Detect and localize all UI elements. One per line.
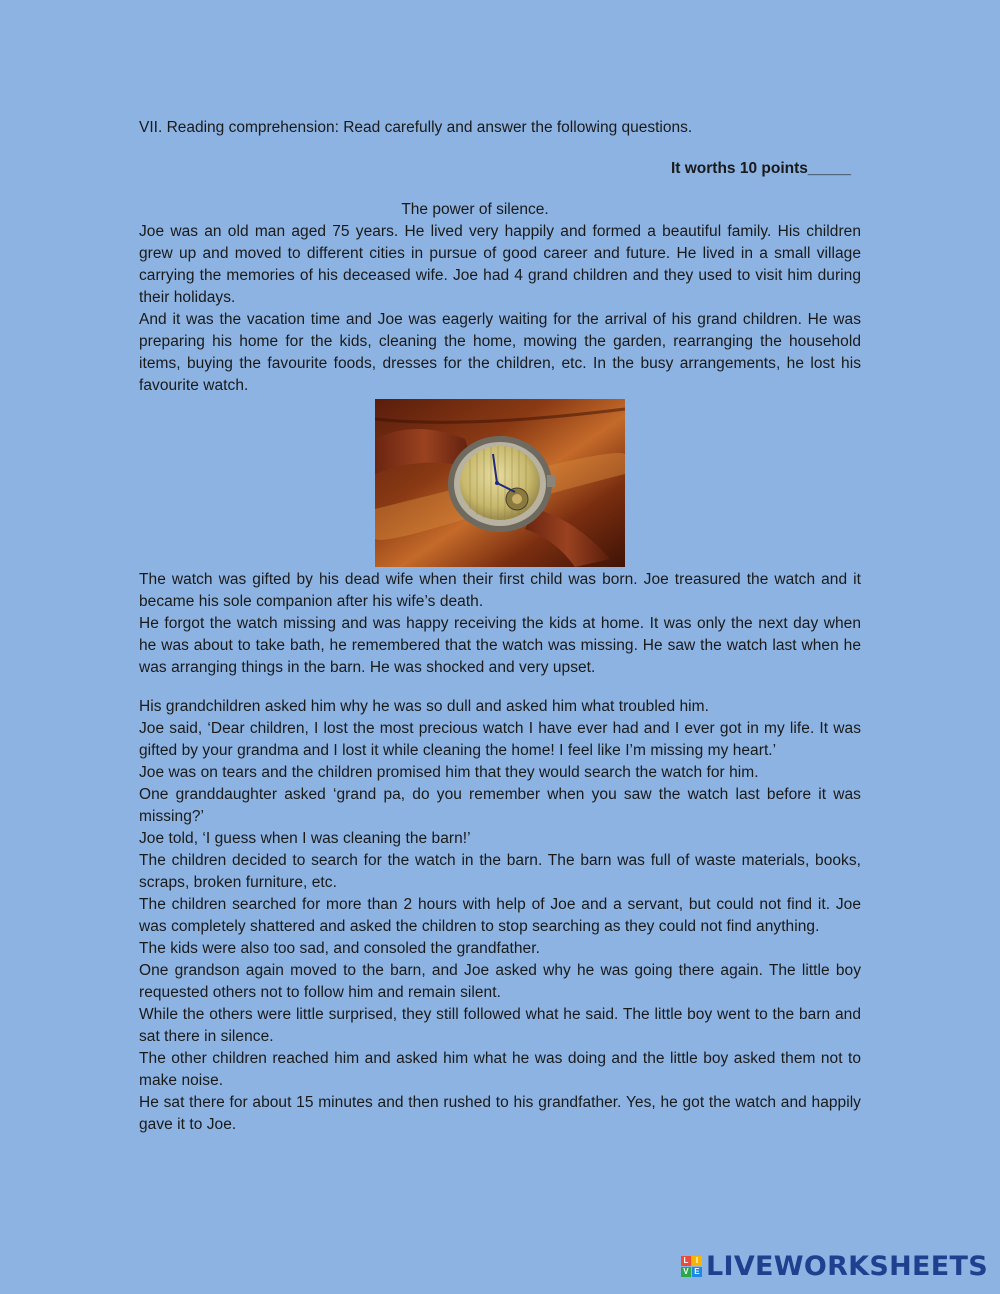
section-heading: VII. Reading comprehension: Read carefully and answer the following questions. [139, 119, 693, 136]
paragraph: And it was the vacation time and Joe was eagerly waiting for the arrival of his grand children. He was preparing his home for the kids, cleaning the home, mowing the garden, rearranging the household items, buying the favourite foods, dresses for the children, etc. In the busy arrangements, he lost his favourite watch. [139, 311, 861, 394]
logo-text: LIVEWORKSHEETS [705, 1251, 988, 1282]
paragraph: The children decided to search for the watch in the barn. The barn was full of waste materials, books, scraps, broken furniture, etc. [139, 852, 861, 891]
story-title: The power of silence. [401, 201, 549, 218]
wristwatch-illustration [375, 399, 625, 567]
paragraph: He forgot the watch missing and was happy receiving the kids at home. It was only the next day when he was about to take bath, he remembered that the watch was missing. He saw the watch last when he was arranging things in the barn. He was shocked and very upset. [139, 615, 861, 676]
paragraph: The watch was gifted by his dead wife when their first child was born. Joe treasured the watch and it became his sole companion after his wife’s death. [139, 571, 861, 610]
watch-image [375, 399, 625, 567]
paragraph: One granddaughter asked ‘grand pa, do you remember when you saw the watch last before it was missing?’ [139, 786, 861, 825]
paragraph: He sat there for about 15 minutes and then rushed to his grandfather. Yes, he got the watch and happily gave it to Joe. [139, 1094, 861, 1133]
paragraph: One grandson again moved to the barn, and Joe asked why he was going there again. The little boy requested others not to follow him and remain silent. [139, 962, 861, 1001]
logo-squares-icon [681, 1256, 702, 1277]
paragraph: The children searched for more than 2 hours with help of Joe and a servant, but could not find it. Joe was completely shattered and asked the children to stop searching as they could not find anything. [139, 896, 861, 935]
logo-square: L [681, 1256, 691, 1266]
logo-square: I [692, 1256, 702, 1266]
paragraph: Joe said, ‘Dear children, I lost the most precious watch I have ever had and I ever got in my life. It was gifted by your grandma and I lost it while cleaning the home! I feel like I’m missing my heart.’ [139, 720, 861, 759]
paragraph: The kids were also too sad, and consoled the grandfather. [139, 940, 540, 957]
worksheet-page [139, 117, 861, 1136]
paragraph: The other children reached him and asked him what he was doing and the little boy asked them not to make noise. [139, 1050, 861, 1089]
points-label: It worths 10 points_____ [670, 160, 851, 177]
paragraph: Joe told, ‘I guess when I was cleaning the barn!’ [139, 830, 471, 847]
paragraph: While the others were little surprised, they still followed what he said. The little boy went to the barn and sat there in silence. [139, 1006, 861, 1045]
paragraph: Joe was an old man aged 75 years. He lived very happily and formed a beautiful family. His children grew up and moved to different cities in pursue of good career and future. He lived in a small village carrying the memories of his deceased wife. Joe had 4 grand children and they used to visit him during their holidays. [139, 223, 861, 306]
logo-square: E [692, 1267, 702, 1277]
paragraph: Joe was on tears and the children promised him that they would search the watch for him. [139, 764, 759, 781]
logo-square: V [681, 1267, 691, 1277]
paragraph: His grandchildren asked him why he was so dull and asked him what troubled him. [139, 698, 709, 715]
liveworksheets-logo [681, 1251, 988, 1282]
